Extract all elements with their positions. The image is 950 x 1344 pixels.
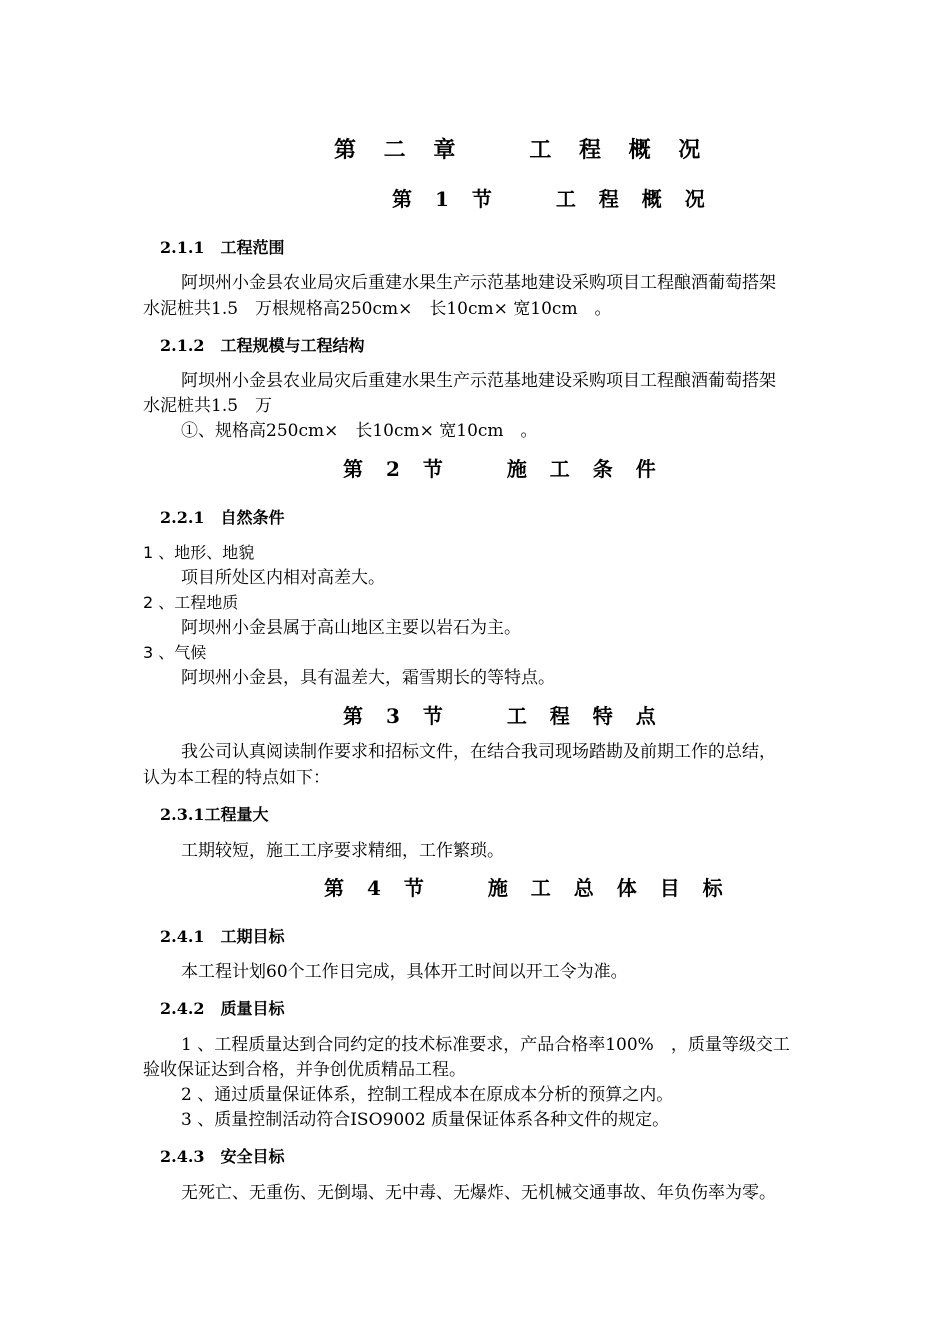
paragraph-line: 水泥桩共1.5 万 <box>143 396 273 416</box>
list-item-text: 阿坝州小金县，具有温差大，霜雪期长的等特点。 <box>181 668 555 688</box>
list-item-text: 阿坝州小金县属于高山地区主要以岩石为主。 <box>181 618 521 638</box>
section-2-title: 第 2 节 施 工 条 件 <box>343 457 664 481</box>
subsection-2-4-1-title: 2.4.1 工期目标 <box>160 927 285 946</box>
subsection-2-4-2-title: 2.4.2 质量目标 <box>160 999 285 1018</box>
paragraph-line: 本工程计划60个工作日完成，具体开工时间以开工令为准。 <box>181 962 628 982</box>
paragraph-line: 无死亡、无重伤、无倒塌、无中毒、无爆炸、无机械交通事故、年负伤率为零。 <box>181 1183 776 1203</box>
subsection-2-3-1-title: 2.3.1工程量大 <box>160 805 269 824</box>
paragraph-line: 2 、通过质量保证体系，控制工程成本在原成本分析的预算之内。 <box>181 1085 674 1105</box>
list-item-label: 2 、工程地质 <box>143 593 239 612</box>
paragraph-line: 认为本工程的特点如下： <box>143 768 330 788</box>
paragraph-line: 阿坝州小金县农业局灾后重建水果生产示范基地建设采购项目工程酿酒葡萄搭架 <box>181 273 776 293</box>
paragraph-line: ①、规格高250cm× 长10cm× 宽10cm 。 <box>181 421 538 441</box>
section-4-title: 第 4 节 施 工 总 体 目 标 <box>324 876 731 900</box>
subsection-2-1-1-title: 2.1.1 工程范围 <box>160 238 285 257</box>
list-item-label: 1 、地形、地貌 <box>143 543 255 562</box>
paragraph-line: 3 、质量控制活动符合ISO9002 质量保证体系各种文件的规定。 <box>181 1110 670 1130</box>
chapter-title: 第 二 章 工 程 概 况 <box>334 137 711 163</box>
list-item-text: 项目所处区内相对高差大。 <box>181 568 385 588</box>
subsection-2-1-2-title: 2.1.2 工程规模与工程结构 <box>160 336 365 355</box>
subsection-2-2-1-title: 2.2.1 自然条件 <box>160 508 285 527</box>
paragraph-line: 水泥桩共1.5 万根规格高250cm× 长10cm× 宽10cm 。 <box>143 299 612 319</box>
paragraph-line: 验收保证达到合格，并争创优质精品工程。 <box>143 1060 466 1080</box>
paragraph-line: 工期较短，施工工序要求精细，工作繁琐。 <box>181 841 504 861</box>
paragraph-line: 1 、工程质量达到合同约定的技术标准要求，产品合格率100% ，质量等级交工 <box>181 1035 790 1055</box>
list-item-label: 3 、气候 <box>143 643 207 662</box>
section-3-title: 第 3 节 工 程 特 点 <box>343 704 664 728</box>
section-1-title: 第 1 节 工 程 概 况 <box>392 187 713 211</box>
paragraph-line: 我公司认真阅读制作要求和招标文件，在结合我司现场踏勘及前期工作的总结， <box>181 742 776 762</box>
paragraph-line: 阿坝州小金县农业局灾后重建水果生产示范基地建设采购项目工程酿酒葡萄搭架 <box>181 371 776 391</box>
subsection-2-4-3-title: 2.4.3 安全目标 <box>160 1147 285 1166</box>
